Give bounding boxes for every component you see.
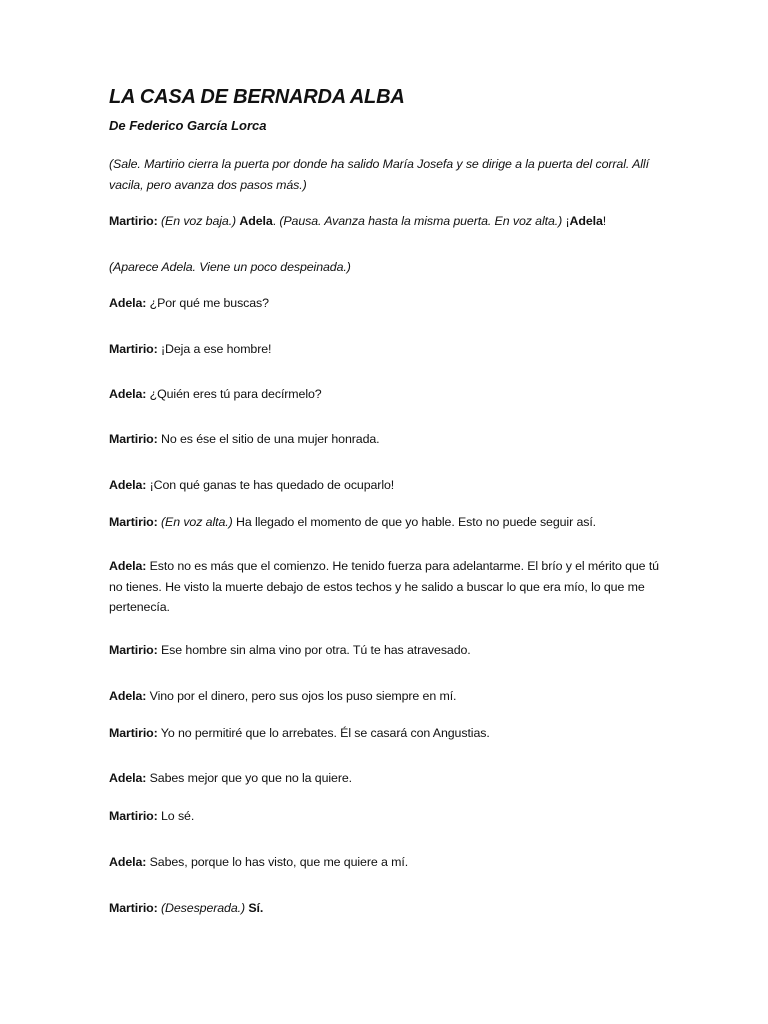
- stage-direction: [109, 257, 669, 278]
- speaker-name: Martirio:: [109, 515, 158, 529]
- dialogue-text: Ha llegado el momento de que yo hable. Esto no puede seguir así.: [235, 515, 597, 529]
- document-title: LA CASA DE BERNARDA ALBA: [109, 86, 405, 108]
- dialogue-line: [109, 429, 669, 450]
- punctuation: ¡: [565, 214, 570, 228]
- dialogue-text: ¡Deja a ese hombre!: [161, 342, 272, 356]
- document-author: De Federico García Lorca: [109, 118, 267, 133]
- speaker-name: Martirio:: [109, 432, 158, 446]
- dialogue-text: ¿Quién eres tú para decírmelo?: [149, 387, 322, 401]
- dialogue-line: [109, 556, 669, 618]
- speaker-name: Adela:: [109, 296, 147, 310]
- dialogue-line: [109, 475, 669, 496]
- spoken-name: Adela: [569, 214, 603, 228]
- dialogue-text: Sí.: [248, 901, 264, 915]
- dialogue-line: [109, 640, 669, 661]
- speaker-name: Adela:: [109, 387, 147, 401]
- punctuation: .: [272, 214, 276, 228]
- stage-direction-text: (Sale. Martirio cierra la puerta por donde ha salido María Josefa y se dirige a la puerta del corral. Allí vacila, pero avanza dos pasos más.): [109, 157, 649, 192]
- dialogue-text: ¡Con qué ganas te has quedado de ocuparlo!: [149, 478, 395, 492]
- dialogue-line: [109, 898, 669, 919]
- speaker-name: Adela:: [109, 689, 147, 703]
- speaker-name: Adela:: [109, 559, 147, 573]
- stage-direction-text: (En voz alta.): [161, 515, 233, 529]
- speaker-name: Martirio:: [109, 901, 158, 915]
- dialogue-text: No es ése el sitio de una mujer honrada.: [161, 432, 380, 446]
- speaker-name: Adela:: [109, 478, 147, 492]
- dialogue-line: [109, 768, 669, 789]
- dialogue-line: [109, 293, 669, 314]
- stage-direction: [109, 154, 669, 195]
- speaker-name: Martirio:: [109, 809, 158, 823]
- stage-direction-text: (Pausa. Avanza hasta la misma puerta. En voz alta.): [279, 214, 563, 228]
- dialogue-line: [109, 686, 669, 707]
- speaker-name: Martirio:: [109, 342, 158, 356]
- dialogue-line: [109, 723, 669, 744]
- speaker-name: Martirio:: [109, 214, 158, 228]
- punctuation: !: [602, 214, 607, 228]
- stage-direction-text: (Desesperada.): [161, 901, 246, 915]
- dialogue-line: [109, 211, 669, 232]
- stage-direction-text: (En voz baja.): [161, 214, 237, 228]
- dialogue-text: Lo sé.: [161, 809, 195, 823]
- dialogue-line: [109, 384, 669, 405]
- spoken-name: Adela: [239, 214, 273, 228]
- speaker-name: Adela:: [109, 855, 147, 869]
- dialogue-line: [109, 339, 669, 360]
- dialogue-text: ¿Por qué me buscas?: [149, 296, 269, 310]
- speaker-name: Martirio:: [109, 643, 158, 657]
- dialogue-text: Esto no es más que el comienzo. He tenido fuerza para adelantarme. El brío y el mérito que tú no tienes. He visto la muerte debajo de estos techos y he salido a buscar lo que era mío, lo que me pertenecía.: [109, 559, 659, 614]
- dialogue-text: Sabes mejor que yo que no la quiere.: [149, 771, 352, 785]
- speaker-name: Martirio:: [109, 726, 158, 740]
- dialogue-text: Sabes, porque lo has visto, que me quiere a mí.: [149, 855, 409, 869]
- dialogue-text: Vino por el dinero, pero sus ojos los puso siempre en mí.: [149, 689, 457, 703]
- dialogue-line: [109, 806, 669, 827]
- speaker-name: Adela:: [109, 771, 147, 785]
- dialogue-text: Yo no permitiré que lo arrebates. Él se casará con Angustias.: [160, 726, 490, 740]
- dialogue-line: [109, 852, 669, 873]
- dialogue-text: Ese hombre sin alma vino por otra. Tú te has atravesado.: [161, 643, 471, 657]
- dialogue-line: [109, 512, 669, 533]
- stage-direction-text: (Aparece Adela. Viene un poco despeinada.): [109, 260, 351, 274]
